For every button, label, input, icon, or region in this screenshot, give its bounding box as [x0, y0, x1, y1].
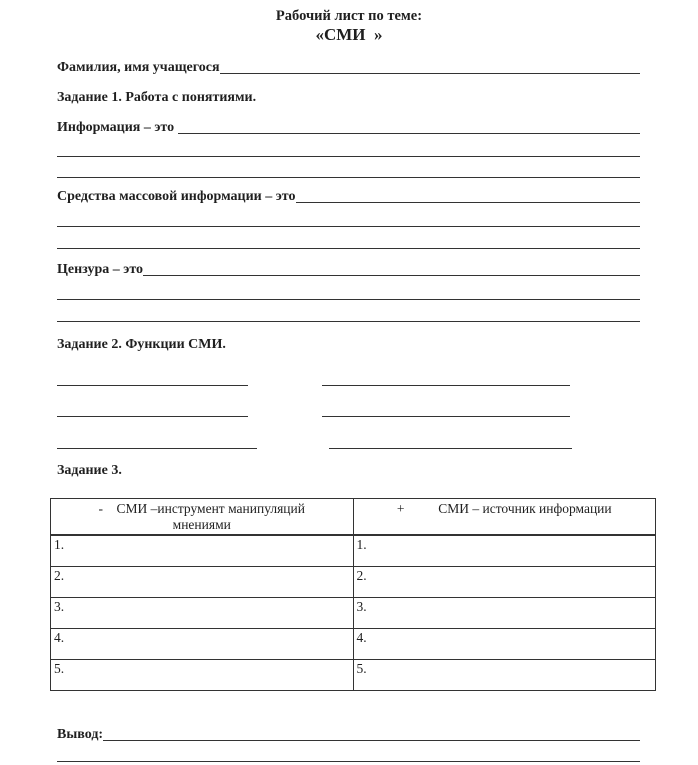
column-header-negative	[51, 499, 354, 536]
writing-line	[57, 300, 640, 322]
cell-number: 4.	[51, 628, 354, 659]
column-header-positive	[353, 499, 656, 536]
cell-number: 1.	[353, 535, 656, 566]
conclusion-row	[57, 726, 640, 743]
concept-row-information	[57, 119, 640, 136]
writing-line	[57, 205, 640, 227]
concept-row-mass-media	[57, 188, 640, 205]
student-name-row	[57, 59, 640, 76]
function-blank-right	[329, 448, 572, 449]
task2-row	[57, 386, 640, 417]
task2-row	[57, 417, 640, 449]
table-header-row	[51, 499, 656, 536]
column-header-positive-line1: + СМИ – источник информации	[396, 501, 612, 516]
concept-blank-mass-media	[296, 188, 641, 203]
concept-row-censorship	[57, 261, 640, 278]
cell-number: 2.	[51, 566, 354, 597]
student-name-blank	[220, 59, 640, 74]
column-header-negative-line2: мнениями	[172, 517, 231, 532]
concept-blank-censorship	[143, 261, 640, 276]
concept-label-information: Информация – это	[57, 120, 178, 135]
table-row	[51, 566, 656, 597]
task1-heading: Задание 1. Работа с понятиями.	[57, 90, 257, 105]
writing-line	[57, 227, 640, 249]
conclusion-label: Вывод:	[57, 726, 104, 742]
table-row	[51, 535, 656, 566]
table-row	[51, 659, 656, 690]
cell-number: 3.	[51, 597, 354, 628]
function-blank-left	[57, 448, 257, 449]
writing-line	[57, 157, 640, 178]
task3-heading: Задание 3.	[57, 463, 122, 478]
writing-line	[57, 136, 640, 157]
concept-label-censorship: Цензура – это	[57, 262, 144, 277]
column-header-negative-line1: - СМИ –инструмент манипуляций	[98, 501, 305, 516]
concept-blank-information	[178, 119, 640, 134]
task2-row	[57, 353, 640, 386]
writing-line	[57, 278, 640, 300]
concept-label-mass-media: Средства массовой информации – это	[57, 189, 296, 204]
task2-heading: Задание 2. Функции СМИ.	[57, 337, 226, 352]
page-title: Рабочий лист по теме:	[275, 8, 423, 24]
conclusion-blank	[103, 726, 640, 741]
cell-number: 2.	[353, 566, 656, 597]
table-row	[51, 597, 656, 628]
worksheet-body	[57, 59, 640, 479]
page-subtitle: «СМИ »	[315, 25, 383, 44]
task2-functions-grid	[57, 353, 640, 449]
cell-number: 5.	[353, 659, 656, 690]
table-row	[51, 628, 656, 659]
writing-line	[57, 743, 640, 762]
student-name-label: Фамилия, имя учащегося	[57, 60, 220, 75]
cell-number: 5.	[51, 659, 354, 690]
cell-number: 4.	[353, 628, 656, 659]
cell-number: 1.	[51, 535, 354, 566]
cell-number: 3.	[353, 597, 656, 628]
task3-table	[50, 498, 656, 691]
conclusion-section	[57, 726, 640, 762]
